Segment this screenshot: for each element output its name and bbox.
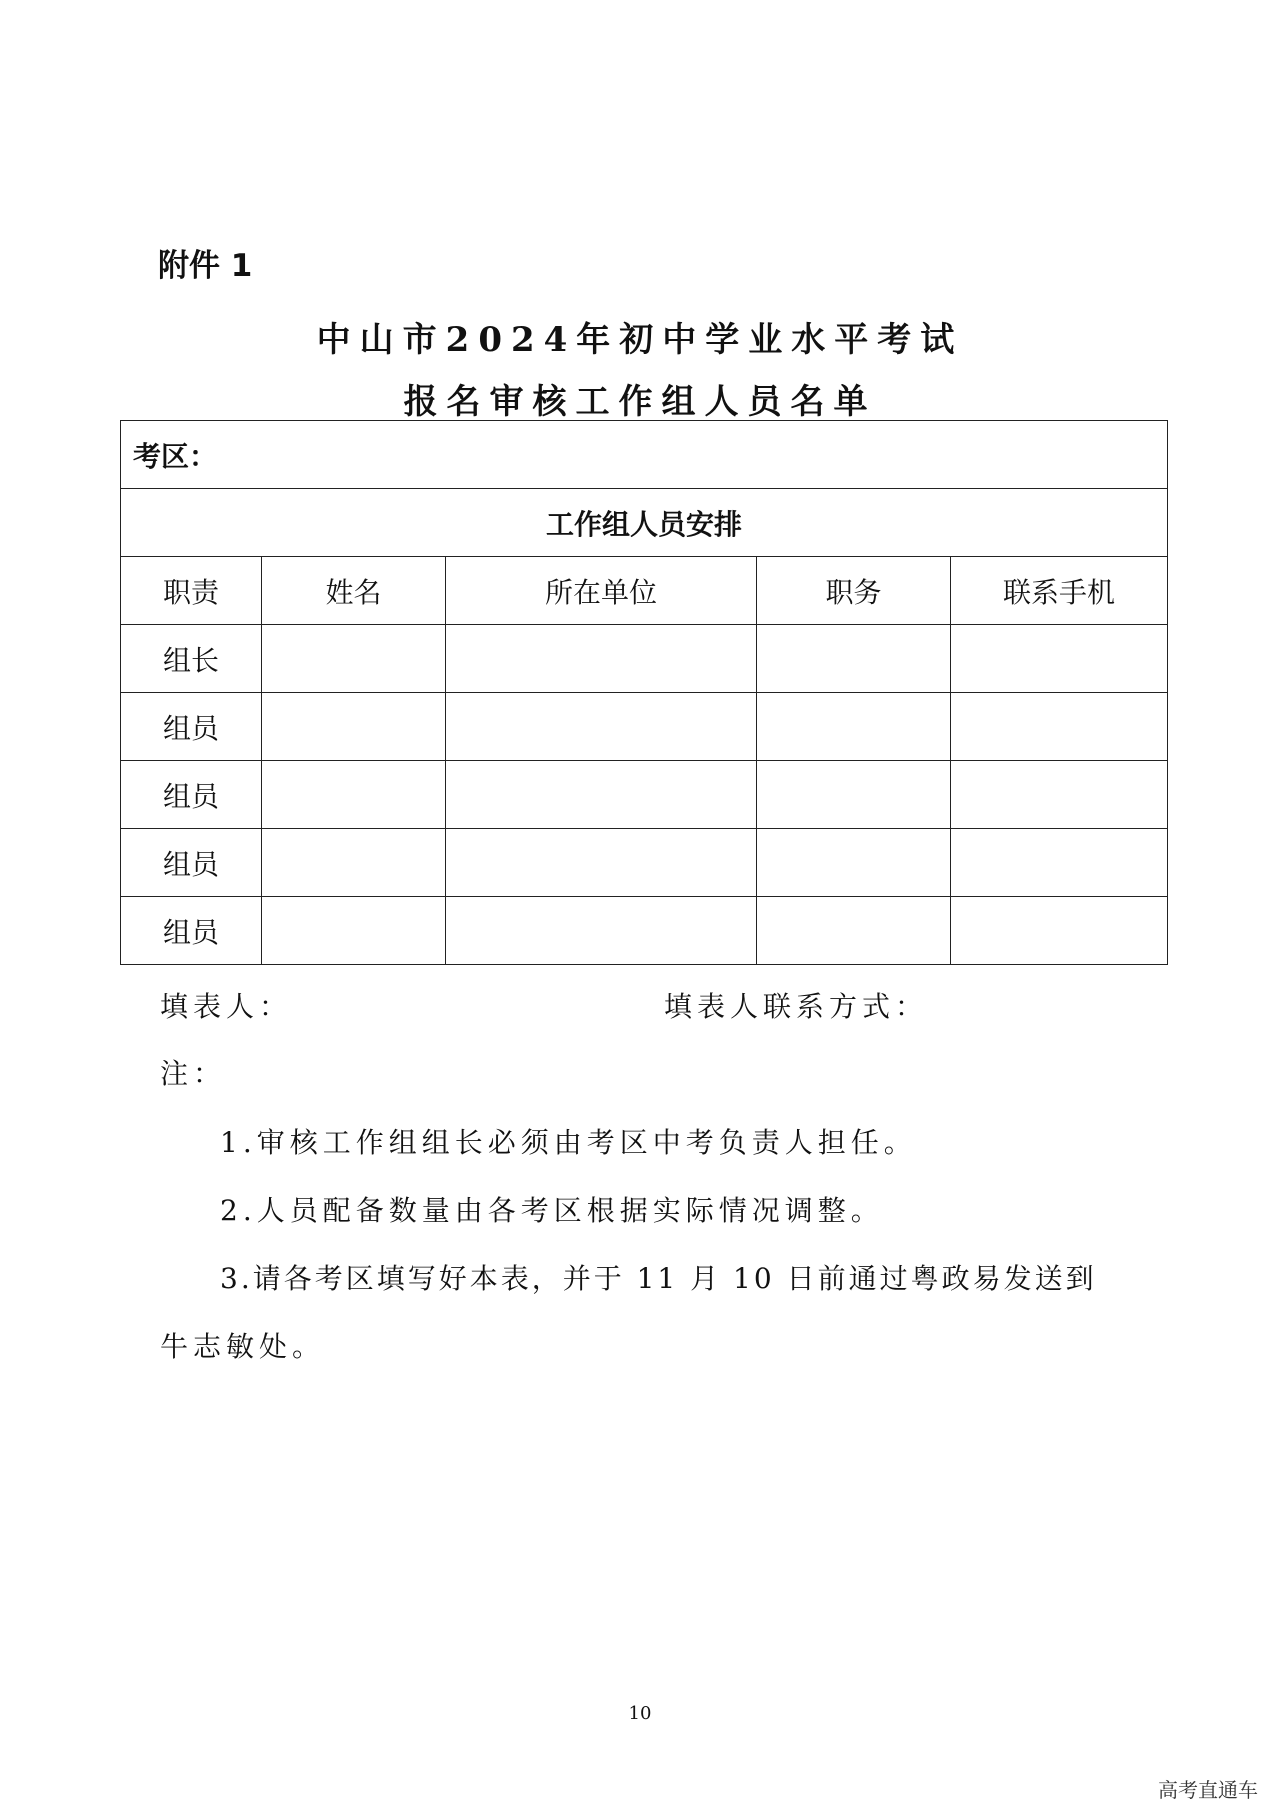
note-item-3-continued: 牛志敏处。 bbox=[160, 1330, 326, 1363]
name-cell[interactable] bbox=[262, 761, 446, 829]
table-row bbox=[121, 693, 1168, 761]
document-title-line1: 中山市2024年初中学业水平考试 bbox=[316, 320, 964, 360]
arrangement-row bbox=[121, 489, 1168, 557]
staff-list-table bbox=[120, 420, 1168, 965]
role-cell: 组员 bbox=[121, 829, 262, 897]
phone-cell[interactable] bbox=[951, 625, 1168, 693]
note-item-1: 1.审核工作组组长必须由考区中考负责人担任。 bbox=[220, 1126, 917, 1159]
header-row bbox=[121, 557, 1168, 625]
name-cell[interactable] bbox=[262, 693, 446, 761]
unit-cell[interactable] bbox=[446, 761, 757, 829]
filler-label: 填表人： bbox=[160, 990, 293, 1023]
column-header-name: 姓名 bbox=[262, 557, 446, 625]
note-item-3: 3.请各考区填写好本表，并于 11 月 10 日前通过粤政易发送到 bbox=[220, 1262, 1097, 1295]
table-row bbox=[121, 897, 1168, 965]
column-header-position: 职务 bbox=[757, 557, 951, 625]
phone-cell[interactable] bbox=[951, 829, 1168, 897]
name-cell[interactable] bbox=[262, 829, 446, 897]
name-cell[interactable] bbox=[262, 625, 446, 693]
table-row bbox=[121, 829, 1168, 897]
role-cell: 组员 bbox=[121, 693, 262, 761]
note-item-2: 2.人员配备数量由各考区根据实际情况调整。 bbox=[220, 1194, 884, 1227]
unit-cell[interactable] bbox=[446, 897, 757, 965]
unit-cell[interactable] bbox=[446, 625, 757, 693]
filler-contact-label: 填表人联系方式： bbox=[664, 990, 929, 1023]
position-cell[interactable] bbox=[757, 897, 951, 965]
role-cell: 组长 bbox=[121, 625, 262, 693]
table-row bbox=[121, 625, 1168, 693]
page-number: 10 bbox=[628, 1703, 652, 1724]
position-cell[interactable] bbox=[757, 829, 951, 897]
unit-cell[interactable] bbox=[446, 693, 757, 761]
phone-cell[interactable] bbox=[951, 761, 1168, 829]
role-cell: 组员 bbox=[121, 761, 262, 829]
phone-cell[interactable] bbox=[951, 897, 1168, 965]
position-cell[interactable] bbox=[757, 761, 951, 829]
column-header-phone: 联系手机 bbox=[951, 557, 1168, 625]
watermark: 高考直通车 bbox=[1158, 1778, 1258, 1802]
unit-cell[interactable] bbox=[446, 829, 757, 897]
column-header-role: 职责 bbox=[121, 557, 262, 625]
region-label: 考区： bbox=[121, 421, 1168, 489]
table-row bbox=[121, 761, 1168, 829]
phone-cell[interactable] bbox=[951, 693, 1168, 761]
attachment-label: 附件 1 bbox=[158, 248, 253, 284]
region-row bbox=[121, 421, 1168, 489]
column-header-unit: 所在单位 bbox=[446, 557, 757, 625]
name-cell[interactable] bbox=[262, 897, 446, 965]
position-cell[interactable] bbox=[757, 693, 951, 761]
document-title-line2: 报名审核工作组人员名单 bbox=[403, 382, 877, 422]
position-cell[interactable] bbox=[757, 625, 951, 693]
arrangement-heading: 工作组人员安排 bbox=[121, 489, 1168, 557]
role-cell: 组员 bbox=[121, 897, 262, 965]
notes-label: 注： bbox=[160, 1057, 227, 1090]
